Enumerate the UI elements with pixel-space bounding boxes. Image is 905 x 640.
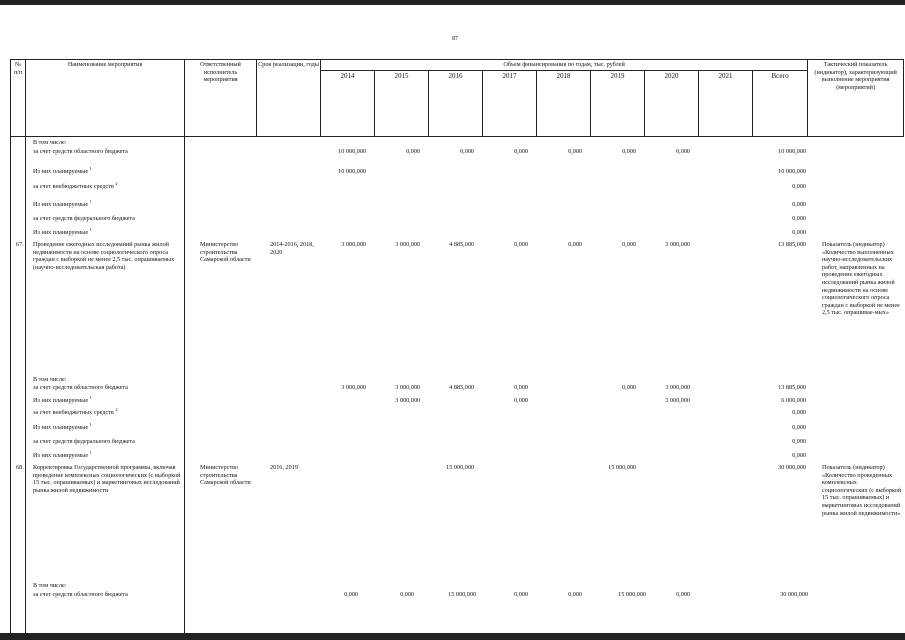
value-cell: 3 000,000 [665, 241, 690, 248]
total-cell: 0,000 [792, 201, 806, 208]
total-cell: 13 885,000 [778, 241, 806, 248]
header-year-2016: 2016 [429, 71, 483, 137]
value-cell: 0,000 [622, 148, 636, 155]
column-separator [184, 135, 185, 633]
planned-label: Из них планируемые $^1$ [33, 449, 92, 459]
header-year-2019: 2019 [591, 71, 645, 137]
value-cell: 3 000,000 [341, 241, 366, 248]
total-cell: 0,000 [792, 229, 806, 236]
value-cell: 10 000,000 [338, 148, 366, 155]
item-responsible: Министерство строительства Самарской области [200, 464, 251, 487]
value-cell: 4 885,000 [449, 241, 474, 248]
table-header [10, 59, 904, 137]
planned-label: Из них планируемые $^1$ [33, 421, 92, 431]
value-cell: 0,000 [514, 397, 528, 404]
value-cell: 3 000,000 [665, 384, 690, 391]
total-cell: 0,000 [792, 183, 806, 190]
header-funding: Объем финансирования по годам, тыс. рублей [321, 60, 808, 71]
item-indicator: Показатель (индикатор) «Количество выполненных научно-исследовательских работ, направленных на проведение ежегодных исследований рынка жилой недвижимости на основе социологического опроса граждан с выборкой не менее 2,5 тыс. опрашивае-мых» [822, 241, 900, 317]
total-cell: 30 000,000 [780, 591, 808, 598]
header-year-2015: 2015 [375, 71, 429, 137]
value-cell: 0,000 [676, 148, 690, 155]
value-cell: 4 885,000 [449, 384, 474, 391]
regional-budget-label: за счет средств областного бюджета [33, 148, 128, 155]
extrabudget-label: за счет внебюджетных средств $^2$ [33, 406, 118, 416]
header-name: Наименование мероприятия [26, 60, 185, 137]
value-cell: 0,000 [344, 591, 358, 598]
federal-budget-label: за счет средств федерального бюджета [33, 215, 135, 222]
total-cell: 13 885,000 [778, 384, 806, 391]
total-cell: 0,000 [792, 424, 806, 431]
planned-label: Из них планируемые $^1$ [33, 165, 92, 175]
value-cell: 0,000 [514, 241, 528, 248]
item-period: 2014-2016, 2018, 2020 [270, 241, 314, 256]
including-label: В том числе: [33, 376, 67, 383]
page-number: 87 [452, 36, 458, 42]
item-indicator: Показатель (индикатор) «Количество проведенных комплексных социологических (с выборкой 15 тыс. опрашиваемых) и маркетинговых исследований рынка жилой недвижимости» [822, 464, 902, 517]
value-cell: 15 000,000 [608, 464, 636, 471]
including-label: В том числе: [33, 582, 67, 589]
value-cell: 15 000,000 [448, 591, 476, 598]
value-cell: 0,000 [568, 591, 582, 598]
header-year-2020: 2020 [645, 71, 699, 137]
total-cell: 6 000,000 [781, 397, 806, 404]
table-border-left [10, 135, 11, 633]
value-cell: 0,000 [622, 241, 636, 248]
total-cell: 0,000 [792, 438, 806, 445]
value-cell: 3 000,000 [395, 384, 420, 391]
value-cell: 0,000 [460, 148, 474, 155]
item-number: 68. [16, 464, 24, 471]
planned-label: Из них планируемые $^1$ [33, 226, 92, 236]
header-year-2017: 2017 [483, 71, 537, 137]
header-number: № п/п [11, 60, 26, 137]
scan-border-bottom [0, 633, 905, 640]
header-period: Срок реализации, годы [257, 60, 321, 137]
item-number: 67. [16, 241, 24, 248]
total-cell: 0,000 [792, 409, 806, 416]
regional-budget-label: за счет средств областного бюджета [33, 591, 128, 598]
header-year-2021: 2021 [699, 71, 753, 137]
total-cell: 0,000 [792, 215, 806, 222]
value-cell: 3 000,000 [341, 384, 366, 391]
item-name: Проведение ежегодных исследований рынка жилой недвижимости на основе социологического опроса граждан с выборкой не менее 2,5 тыс. опрашиваемых (научно-исследовательская работа) [33, 241, 175, 271]
total-cell: 10 000,000 [778, 148, 806, 155]
item-period: 2016, 2019 [270, 464, 298, 471]
header-responsible: Ответственный исполнитель мероприятия [185, 60, 257, 137]
value-cell: 0,000 [406, 148, 420, 155]
value-cell: 0,000 [514, 148, 528, 155]
regional-budget-label: за счет средств областного бюджета [33, 384, 128, 391]
total-cell: 30 000,000 [778, 464, 806, 471]
value-cell: 0,000 [400, 591, 414, 598]
total-cell: 0,000 [792, 452, 806, 459]
header-indicator: Тактический показатель (индикатор), характеризующий выполнение мероприятия (мероприятий) [808, 60, 904, 137]
value-cell: 3 000,000 [395, 241, 420, 248]
extrabudget-label: за счет внебюджетных средств $^2$ [33, 180, 118, 190]
value-cell: 15 000,000 [446, 464, 474, 471]
planned-label: Из них планируемые $^1$ [33, 198, 92, 208]
header-year-2014: 2014 [321, 71, 375, 137]
value-cell: 0,000 [622, 384, 636, 391]
header-total: Всего [753, 71, 808, 137]
value-cell: 15 000,000 [618, 591, 646, 598]
column-separator [25, 135, 26, 633]
including-label: В том числе: [33, 139, 67, 146]
value-cell: 0,000 [514, 384, 528, 391]
total-cell: 10 000,000 [778, 168, 806, 175]
value-cell: 0,000 [676, 591, 690, 598]
value-cell: 0,000 [514, 591, 528, 598]
item-name: Корректировка Государственной программы, включая проведение комплексных социологических (с выборкой 15 тыс. опрашиваемых) и маркетинговых исследований рынка жилой недвижимости [33, 464, 181, 494]
planned-label: Из них планируемые $^1$ [33, 394, 92, 404]
value-cell: 0,000 [568, 241, 582, 248]
value-cell: 0,000 [568, 148, 582, 155]
value-cell: 10 000,000 [338, 168, 366, 175]
value-cell: 3 000,000 [395, 397, 420, 404]
federal-budget-label: за счет средств федерального бюджета [33, 438, 135, 445]
item-responsible: Министерство строительства Самарской области [200, 241, 251, 264]
value-cell: 3 000,000 [665, 397, 690, 404]
scan-border-top [0, 0, 905, 5]
header-year-2018: 2018 [537, 71, 591, 137]
